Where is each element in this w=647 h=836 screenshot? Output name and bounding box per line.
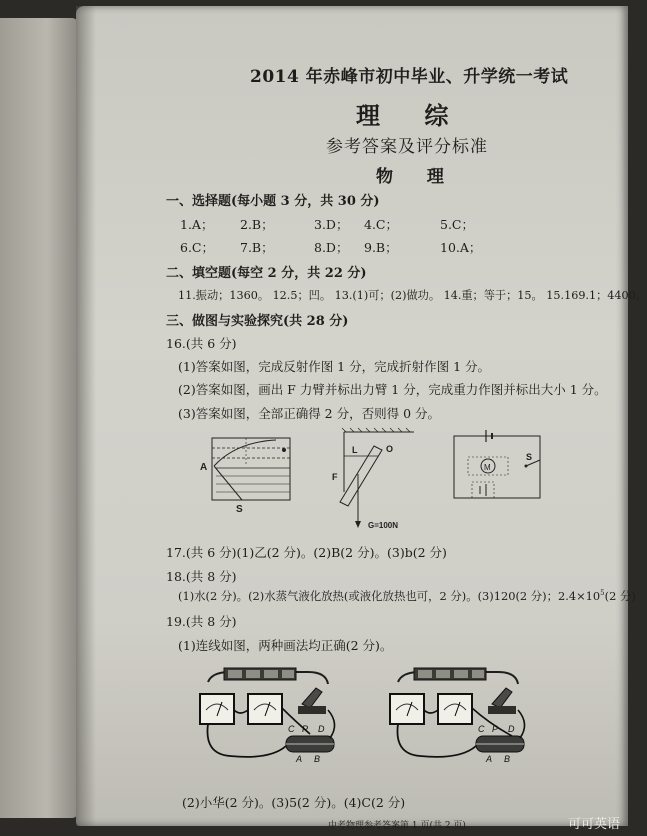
label-l: L: [352, 445, 358, 455]
label-c-right: C: [478, 724, 485, 734]
circuit-left: [200, 668, 335, 764]
q19-circuit-diagrams: [190, 664, 540, 772]
part-title: 物 理: [376, 167, 458, 187]
lever-diagram: [332, 428, 414, 530]
answer-9: 9.B；: [364, 240, 398, 255]
q16-item-3: (3)答案如图，全部正确得 2 分，否则得 0 分。: [178, 406, 441, 421]
label-o: O: [386, 444, 394, 454]
section-2-title: 二、填空题(每空 2 分，共 22 分): [166, 266, 367, 281]
answer-3: 3.D；: [314, 217, 349, 232]
circuit-diagram: [454, 430, 540, 498]
label-a: A: [200, 462, 208, 473]
q19-line-2: (2)小华(2 分)。(3)5(2 分)。(4)C(2 分): [182, 795, 406, 810]
section-3-title: 三、做图与实验探究(共 28 分): [166, 314, 349, 329]
answer-6: 6.C；: [180, 240, 214, 255]
page-fold-shadow: [76, 6, 96, 826]
document-type-title: 参考答案及评分标准: [326, 137, 488, 157]
q16-item-2: (2)答案如图，画出 F 力臂并标出力臂 1 分，完成重力作图并标出大小 1 分。: [178, 382, 607, 397]
label-d-left: D: [318, 724, 325, 734]
q18-tail: (2 分): [604, 589, 636, 603]
subject-title: 理 综: [356, 101, 467, 130]
label-switch: S: [526, 452, 533, 462]
label-b-right: B: [504, 754, 511, 764]
label-motor: M: [484, 463, 491, 472]
answer-5: 5.C；: [440, 217, 474, 232]
label-c-left: C: [288, 724, 295, 734]
q19-head: 19.(共 8 分): [166, 614, 237, 629]
left-page-edge: [0, 18, 78, 818]
q18-answer: [178, 588, 636, 604]
section-1-title: 一、选择题(每小题 3 分，共 30 分): [166, 194, 380, 209]
answer-7: 7.B；: [240, 240, 274, 255]
label-g: G=100N: [368, 521, 399, 530]
q18-head: 18.(共 8 分): [166, 569, 237, 584]
q16-diagrams: [196, 422, 556, 534]
q18-line: (1)水(2 分)。(2)水蒸气液化放热(或液化放热也可，2 分)。(3)120(2 分)；2.4×10: [178, 589, 601, 603]
optics-diagram: [200, 438, 290, 515]
answer-4: 4.C；: [364, 217, 398, 232]
q19-line-1: (1)连线如图，两种画法均正确(2 分)。: [178, 638, 393, 653]
answer-8: 8.D；: [314, 240, 349, 255]
answer-2: 2.B；: [240, 217, 274, 232]
label-f: F: [332, 472, 338, 482]
label-p-right: P: [492, 724, 499, 734]
q18-exponent: 5: [600, 589, 605, 598]
q16-item-1: (1)答案如图，完成反射作图 1 分，完成折射作图 1 分。: [178, 359, 491, 374]
answer-10: 10.A；: [440, 240, 482, 255]
answer-1: 1.A；: [180, 217, 214, 232]
label-p-left: P: [302, 724, 309, 734]
exam-title: 2014 年赤峰市初中毕业、升学统一考试: [250, 67, 569, 87]
fill-in-answers: 11.振动；1360。 12.5；凹。 13.(1)可；(2)做功。 14.重；等于；15。 15.169.1；4400。: [178, 289, 647, 302]
label-d-right: D: [508, 724, 515, 734]
watermark: 可可英语: [567, 817, 620, 832]
q17-answer: 17.(共 6 分)(1)乙(2 分)。(2)B(2 分)。(3)b(2 分): [166, 545, 447, 560]
label-s: S: [236, 504, 243, 515]
label-b-left: B: [314, 754, 321, 764]
circuit-right: [390, 668, 525, 764]
page-footer: 中考物理参考答案第 1 页(共 2 页): [328, 821, 466, 831]
q16-head: 16.(共 6 分): [166, 336, 237, 351]
label-a-right: A: [486, 754, 493, 764]
label-a-left: A: [296, 754, 303, 764]
